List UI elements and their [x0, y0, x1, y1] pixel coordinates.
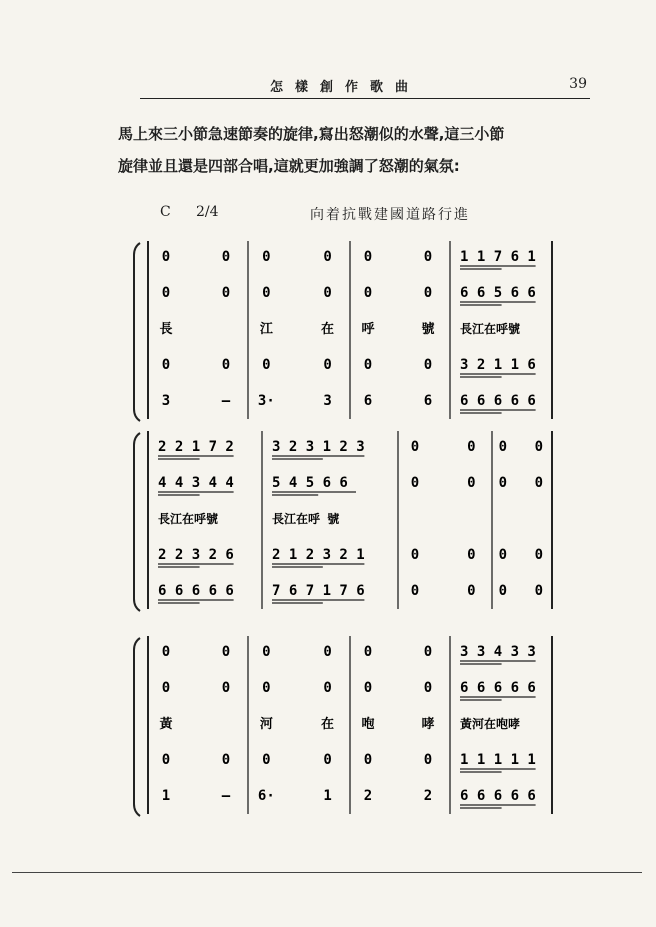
note: 0	[262, 752, 271, 768]
note-group: 6 6 6 6 6	[460, 788, 536, 804]
page-number: 39	[569, 76, 587, 92]
note: 0	[423, 285, 433, 301]
note: 0	[534, 439, 544, 455]
note: 0	[423, 752, 433, 768]
note: 0	[161, 752, 171, 768]
note: 0	[161, 249, 171, 265]
note: 0	[221, 644, 231, 660]
lyric-syllable: 黃	[159, 717, 173, 732]
note: 1	[323, 788, 332, 804]
bottom-rule	[12, 872, 642, 873]
note-group: 6 6 5 6 6	[460, 285, 536, 301]
note-group: 3 2 3 1 2 3	[272, 439, 365, 455]
lyric-syllable: 江	[259, 322, 273, 337]
note: 0	[221, 285, 231, 301]
system-bracket	[134, 243, 140, 421]
note: 0	[363, 357, 373, 373]
note-group: 2 2 1 7 2	[158, 439, 234, 455]
note-group: 2 2 3 2 6	[158, 547, 234, 563]
note: 6·	[257, 788, 275, 804]
body-line-1: 馬上來三小節急速節奏的旋律,寫出怒潮似的水聲,這三小節	[118, 125, 505, 143]
note: 0	[498, 475, 508, 491]
note-group: 7 6 7 1 7 6	[272, 583, 365, 599]
note-group: 6 6 6 6 6	[460, 680, 536, 696]
note: 0	[410, 547, 420, 563]
note: 0	[323, 357, 332, 373]
note: 0	[363, 644, 373, 660]
note: 0	[363, 249, 373, 265]
note: 0	[410, 583, 420, 599]
system-bracket	[134, 433, 140, 611]
lyric-phrase: 黃河在咆哮	[460, 717, 521, 731]
note: 0	[363, 285, 373, 301]
note: 0	[467, 583, 476, 599]
note: 0	[161, 680, 171, 696]
note: 0	[262, 285, 271, 301]
note-group: 6 6 6 6 6	[460, 393, 536, 409]
note: 0	[161, 357, 171, 373]
note: —	[221, 393, 231, 409]
note-group: 1 1 7 6 1	[460, 249, 536, 265]
piece-title: 向着抗戰建國道路行進	[310, 207, 470, 223]
note: 0	[323, 644, 332, 660]
note: 1	[161, 788, 171, 804]
note: 0	[423, 249, 433, 265]
lyric-syllable: 在	[321, 717, 335, 732]
note: 0	[221, 249, 231, 265]
note: 0	[262, 680, 271, 696]
lyric-syllable: 河	[259, 717, 273, 732]
note: 0	[423, 680, 433, 696]
note: 0	[467, 547, 476, 563]
body-line-2: 旋律並且還是四部合唱,這就更加強調了怒潮的氣氛:	[118, 157, 460, 175]
note: 0	[363, 752, 373, 768]
note: 0	[467, 475, 476, 491]
note-group: 1 1 1 1 1	[460, 752, 536, 768]
key-signature: C	[160, 204, 171, 220]
note: —	[221, 788, 231, 804]
lyric-syllable: 呼	[361, 322, 375, 337]
note: 0	[534, 547, 544, 563]
lyric-phrase: 長江在呼號	[460, 322, 521, 336]
note: 0	[410, 475, 420, 491]
note: 0	[423, 644, 433, 660]
note: 0	[262, 357, 271, 373]
lyric-syllable: 在	[321, 322, 335, 337]
lyric-syllable: 長	[159, 322, 173, 337]
note: 0	[363, 680, 373, 696]
note: 0	[323, 249, 332, 265]
note: 2	[423, 788, 433, 804]
note-group: 4 4 3 4 4	[158, 475, 234, 491]
note: 0	[323, 285, 332, 301]
lyric-syllable: 咆	[361, 717, 375, 732]
note-group: 3 2 1 1 6	[460, 357, 536, 373]
lyric-phrase: 長江在呼 號	[272, 512, 340, 526]
lyric-syllable: 哮	[421, 717, 435, 732]
note-group: 5 4 5 6 6	[272, 475, 348, 491]
note: 0	[498, 439, 508, 455]
note: 6	[423, 393, 433, 409]
note-group: 6 6 6 6 6	[158, 583, 234, 599]
note: 0	[323, 752, 332, 768]
note: 0	[161, 285, 171, 301]
note: 0	[423, 357, 433, 373]
note-group: 3 3 4 3 3	[460, 644, 536, 660]
note-group: 2 1 2 3 2 1	[272, 547, 365, 563]
note: 0	[498, 583, 508, 599]
note: 3·	[257, 393, 275, 409]
note: 0	[410, 439, 420, 455]
note: 6	[363, 393, 373, 409]
note: 3	[323, 393, 332, 409]
note: 0	[221, 752, 231, 768]
note: 0	[221, 680, 231, 696]
note: 0	[262, 644, 271, 660]
running-header-title: 怎樣創作歌曲	[270, 80, 421, 95]
note: 0	[467, 439, 476, 455]
note: 2	[363, 788, 373, 804]
note: 0	[323, 680, 332, 696]
lyric-phrase: 長江在呼號	[158, 512, 219, 526]
note: 0	[534, 583, 544, 599]
note: 0	[221, 357, 231, 373]
note: 0	[262, 249, 271, 265]
note: 0	[534, 475, 544, 491]
note: 3	[161, 393, 171, 409]
note: 0	[498, 547, 508, 563]
lyric-syllable: 號	[421, 322, 435, 337]
time-signature: 2/4	[196, 204, 219, 220]
system-bracket	[134, 638, 140, 816]
note: 0	[161, 644, 171, 660]
